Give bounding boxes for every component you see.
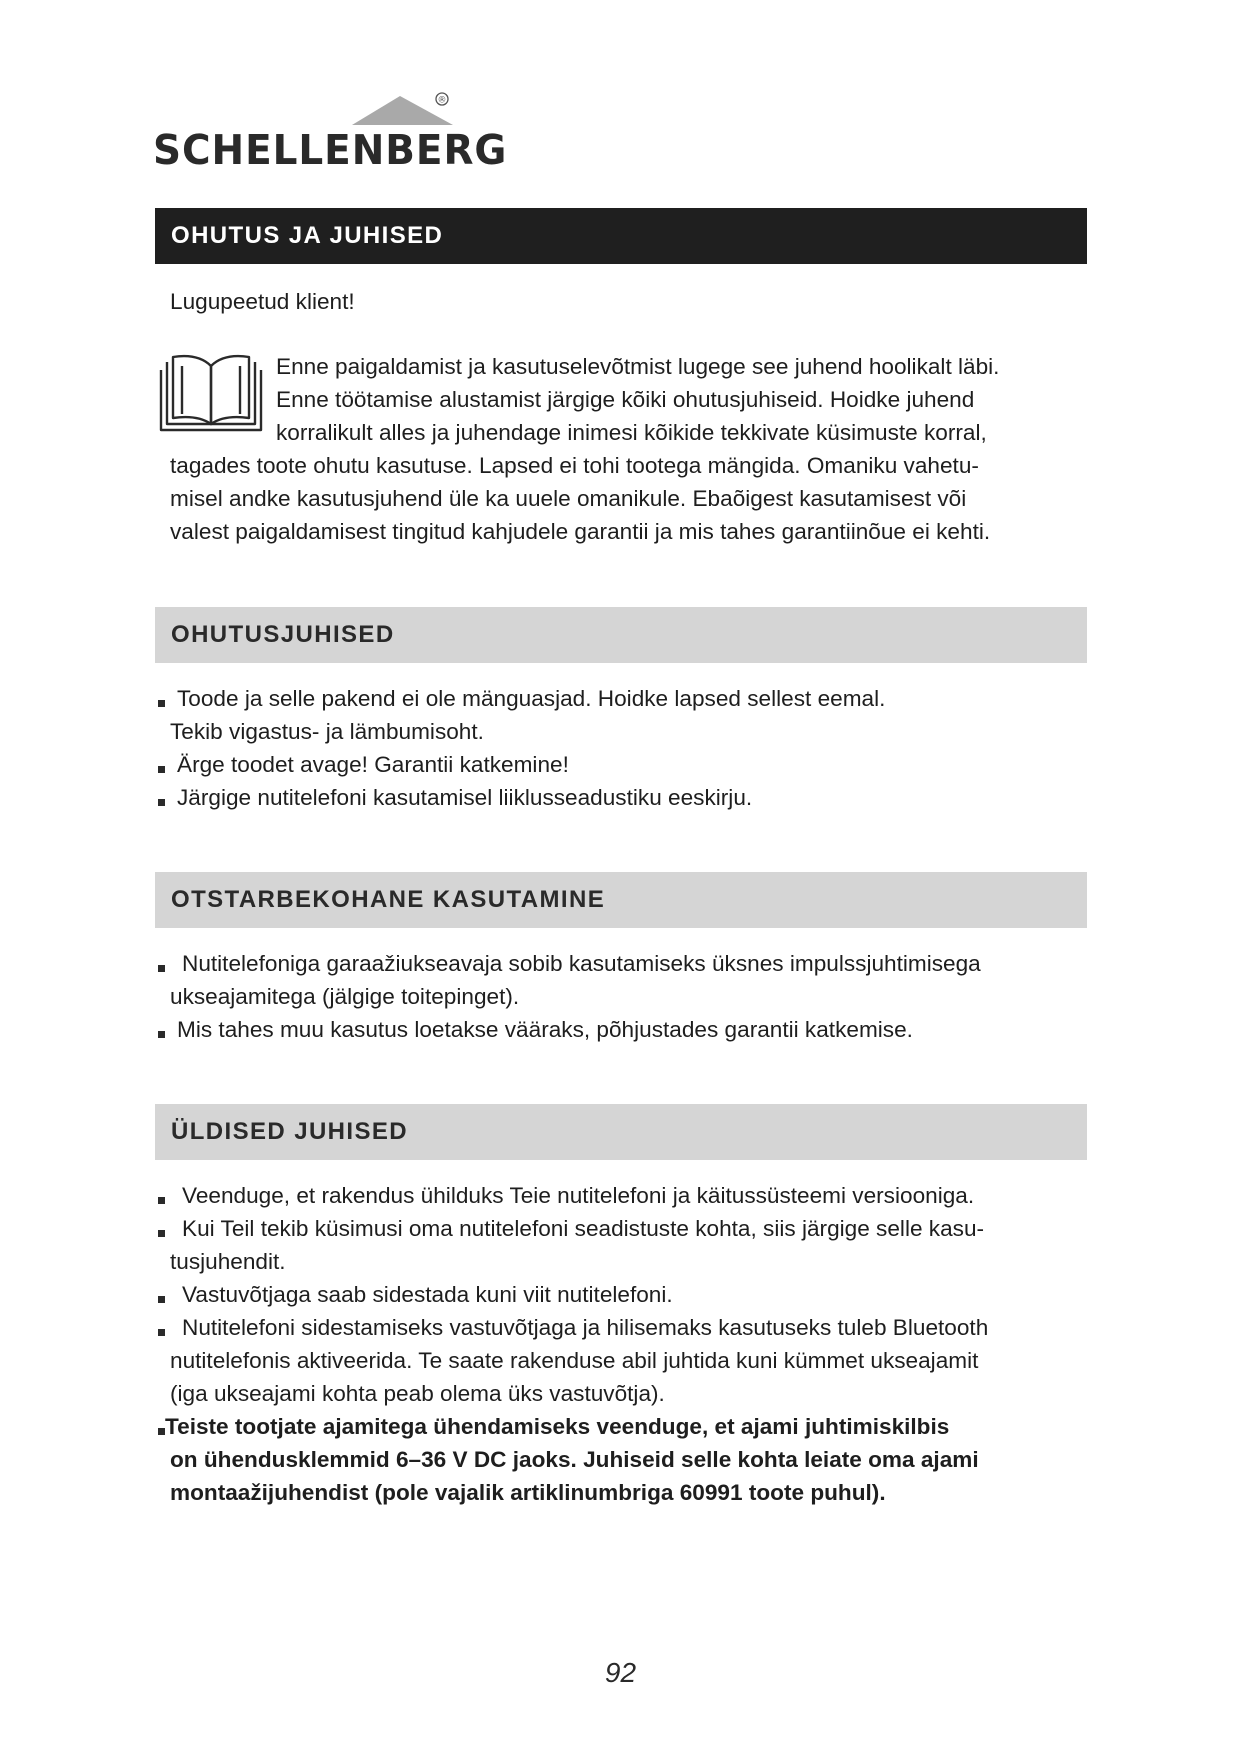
bullet-icon: [158, 1296, 165, 1303]
bullet-icon: [158, 1197, 165, 1204]
section-header-safety-and-instructions: OHUTUS JA JUHISED: [155, 208, 1087, 264]
page-number: 92: [604, 1657, 637, 1688]
list-item-emphasis: Teiste tootjate ajamitega ühendamiseks veenduge, et ajami juhtimiskilbis: [165, 1414, 950, 1439]
list-item-continuation: nutitelefonis aktiveerida. Te saate rakenduse abil juhtida kuni kümmet ukseajamit: [170, 1348, 979, 1373]
brand-logo: [153, 88, 508, 178]
list-item: Kui Teil tekib küsimusi oma nutitelefoni seadistuste kohta, siis järgige selle kasu-: [182, 1216, 985, 1241]
greeting: Lugupeetud klient!: [170, 289, 355, 314]
intro-line: valest paigaldamisest tingitud kahjudele garantii ja mis tahes garantiinõue ei kehti.: [170, 519, 991, 544]
list-item-emphasis-continuation: on ühendusklemmid 6–36 V DC jaoks. Juhiseid selle kohta leiate oma ajami: [170, 1447, 979, 1472]
bullet-icon: [158, 766, 165, 773]
intro-line: misel andke kasutusjuhend üle ka uuele omanikule. Ebaõigest kasutamisest või: [170, 486, 967, 511]
logo-roof-icon: [153, 88, 463, 128]
bullet-icon: [158, 1230, 165, 1237]
bullet-icon: [158, 1428, 165, 1435]
list-item: Toode ja selle pakend ei ole mänguasjad. Hoidke lapsed sellest eemal.: [177, 686, 886, 711]
list-item: Vastuvõtjaga saab sidestada kuni viit nutitelefoni.: [182, 1282, 673, 1307]
list-item: Nutitelefoni sidestamiseks vastuvõtjaga ja hilisemaks kasutuseks tuleb Bluetooth: [182, 1315, 989, 1340]
book-icon: [158, 350, 264, 432]
bullet-icon: [158, 965, 165, 972]
intro-line: Enne paigaldamist ja kasutuselevõtmist lugege see juhend hoolikalt läbi.: [276, 354, 1000, 379]
list-item: Nutitelefoniga garaažiukseavaja sobib kasutamiseks üksnes impulssjuhtimisega: [182, 951, 981, 976]
list-item: Ärge toodet avage! Garantii katkemine!: [177, 752, 569, 777]
list-item-continuation: (iga ukseajami kohta peab olema üks vastuvõtja).: [170, 1381, 665, 1406]
intro-line: tagades toote ohutu kasutuse. Lapsed ei tohi tootega mängida. Omaniku vahetu-: [170, 453, 979, 478]
bullet-icon: [158, 1329, 165, 1336]
brand-name: SCHELLENBERG: [153, 126, 508, 174]
section-header-general-instructions: ÜLDISED JUHISED: [155, 1104, 1087, 1160]
list-item-emphasis-continuation: montaažijuhendist (pole vajalik artiklinumbriga 60991 toote puhul).: [170, 1480, 886, 1505]
list-item-continuation: Tekib vigastus- ja lämbumisoht.: [170, 719, 484, 744]
intro-line: korralikult alles ja juhendage inimesi kõikide tekkivate küsimuste korral,: [276, 420, 987, 445]
bullet-icon: [158, 1031, 165, 1038]
bullet-icon: [158, 700, 165, 707]
intro-line: Enne töötamise alustamist järgige kõiki ohutusjuhiseid. Hoidke juhend: [276, 387, 975, 412]
list-item: Veenduge, et rakendus ühilduks Teie nutitelefoni ja käitussüsteemi versiooniga.: [182, 1183, 975, 1208]
list-item: Järgige nutitelefoni kasutamisel liiklusseadustiku eeskirju.: [177, 785, 753, 810]
section-header-intended-use: OTSTARBEKOHANE KASUTAMINE: [155, 872, 1087, 928]
list-item-continuation: ukseajamitega (jälgige toitepinget).: [170, 984, 520, 1009]
list-item-continuation: tusjuhendit.: [170, 1249, 286, 1274]
section-header-safety-instructions: OHUTUSJUHISED: [155, 607, 1087, 663]
list-item: Mis tahes muu kasutus loetakse vääraks, põhjustades garantii katkemise.: [177, 1017, 913, 1042]
bullet-icon: [158, 799, 165, 806]
registered-mark: ®: [437, 95, 447, 106]
